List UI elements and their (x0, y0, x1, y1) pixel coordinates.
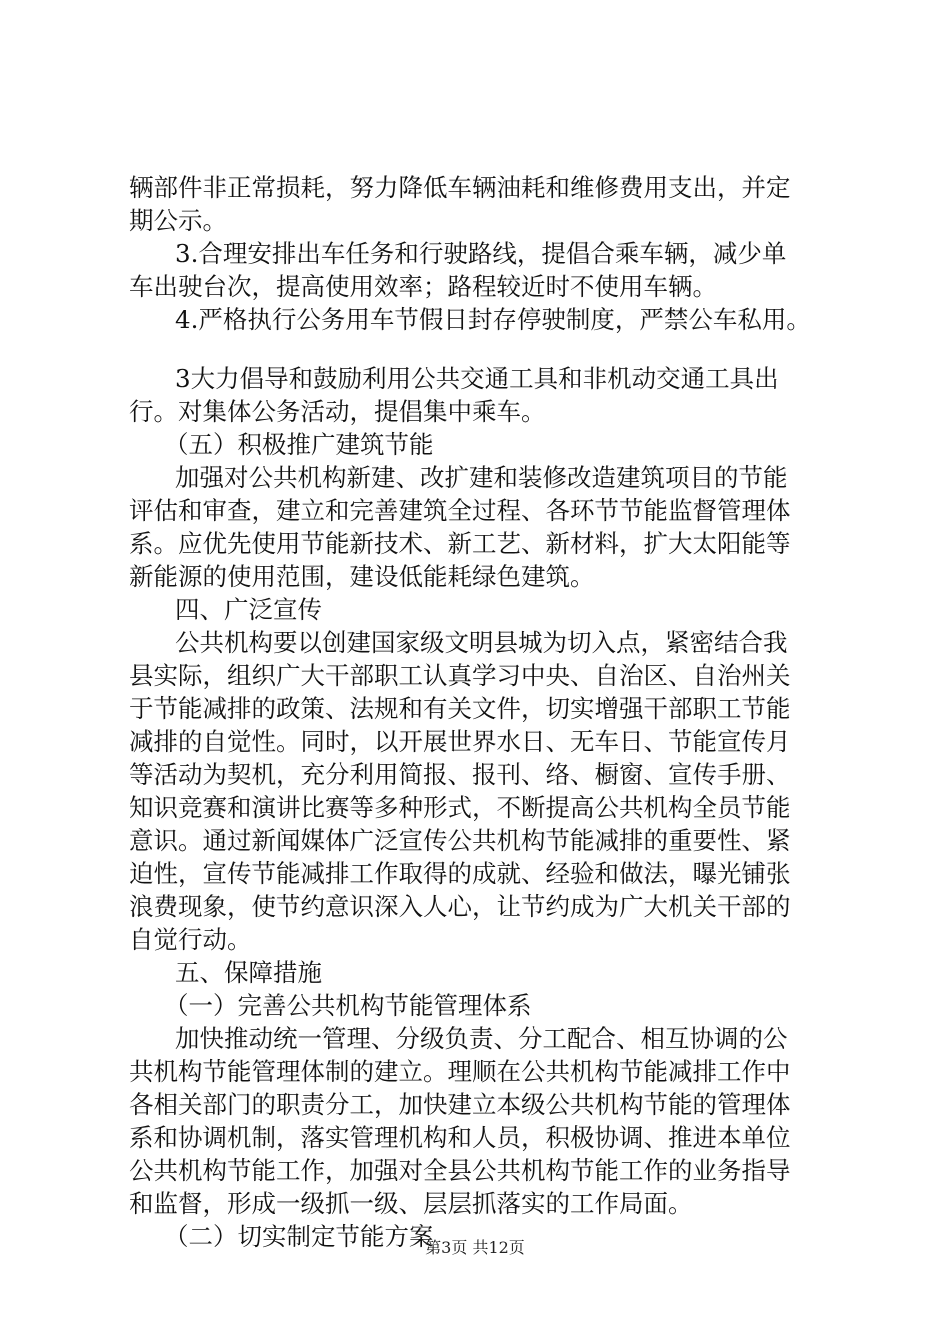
section-heading: （一）完善公共机构节能管理体系 (164, 991, 532, 1020)
text-line: 公共机构要以创建国家级文明县城为切入点，紧密结合我 (175, 628, 788, 657)
section-heading: 五、保障措施 (175, 958, 322, 987)
text-line: 迫性，宣传节能减排工作取得的成就、经验和做法，曝光铺张 (129, 859, 791, 888)
text-line: 县实际，组织广大干部职工认真学习中央、自治区、自治州关 (129, 661, 791, 690)
text-line: 车出驶台次，提高使用效率；路程较近时不使用车辆。 (129, 272, 717, 301)
text-line: 公共机构节能工作，加强对全县公共机构节能工作的业务指导 (129, 1156, 791, 1185)
text-line: 等活动为契机，充分利用简报、报刊、络、橱窗、宣传手册、 (129, 760, 791, 789)
text-line: 意识。通过新闻媒体广泛宣传公共机构节能减排的重要性、紧 (129, 826, 791, 855)
text-line: 于节能减排的政策、法规和有关文件，切实增强干部职工节能 (129, 694, 791, 723)
text-line: 和监督，形成一级抓一级、层层抓落实的工作局面。 (129, 1189, 693, 1218)
text-line: 知识竞赛和演讲比赛等多种形式，不断提高公共机构全员节能 (129, 793, 791, 822)
text-line: 系。应优先使用节能新技术、新工艺、新材料，扩大太阳能等 (129, 529, 791, 558)
text-line: 自觉行动。 (129, 925, 252, 954)
text-line: 减排的自觉性。同时，以开展世界水日、无车日、节能宣传月 (129, 727, 791, 756)
text-line: 期公示。 (129, 206, 227, 235)
text-line: 加快推动统一管理、分级负责、分工配合、相互协调的公 (175, 1024, 788, 1053)
page-footer: 第3页 共12页 (425, 1238, 525, 1257)
section-heading: （二）切实制定节能方案 (164, 1222, 434, 1251)
text-line: 3大力倡导和鼓励利用公共交通工具和非机动交通工具出 (175, 364, 779, 393)
text-line: 共机构节能管理体制的建立。理顺在公共机构节能减排工作中 (129, 1057, 791, 1086)
text-line: 新能源的使用范围，建设低能耗绿色建筑。 (129, 562, 595, 591)
text-line: 4.严格执行公务用车节假日封存停驶制度，严禁公车私用。 (175, 305, 811, 334)
text-line: 行。对集体公务活动，提倡集中乘车。 (129, 397, 546, 426)
text-line: 系和协调机制，落实管理机构和人员，积极协调、推进本单位 (129, 1123, 791, 1152)
section-heading: 四、广泛宣传 (175, 595, 322, 624)
text-line: 各相关部门的职责分工，加快建立本级公共机构节能的管理体 (129, 1090, 791, 1119)
section-heading: （五）积极推广建筑节能 (164, 430, 434, 459)
text-line: 辆部件非正常损耗，努力降低车辆油耗和维修费用支出，并定 (129, 173, 791, 202)
text-line: 加强对公共机构新建、改扩建和装修改造建筑项目的节能 (175, 463, 788, 492)
text-line: 浪费现象，使节约意识深入人心，让节约成为广大机关干部的 (129, 892, 791, 921)
text-line: 评估和审查，建立和完善建筑全过程、各环节节能监督管理体 (129, 496, 791, 525)
text-line: 3.合理安排出车任务和行驶路线，提倡合乘车辆，减少单 (175, 239, 787, 268)
